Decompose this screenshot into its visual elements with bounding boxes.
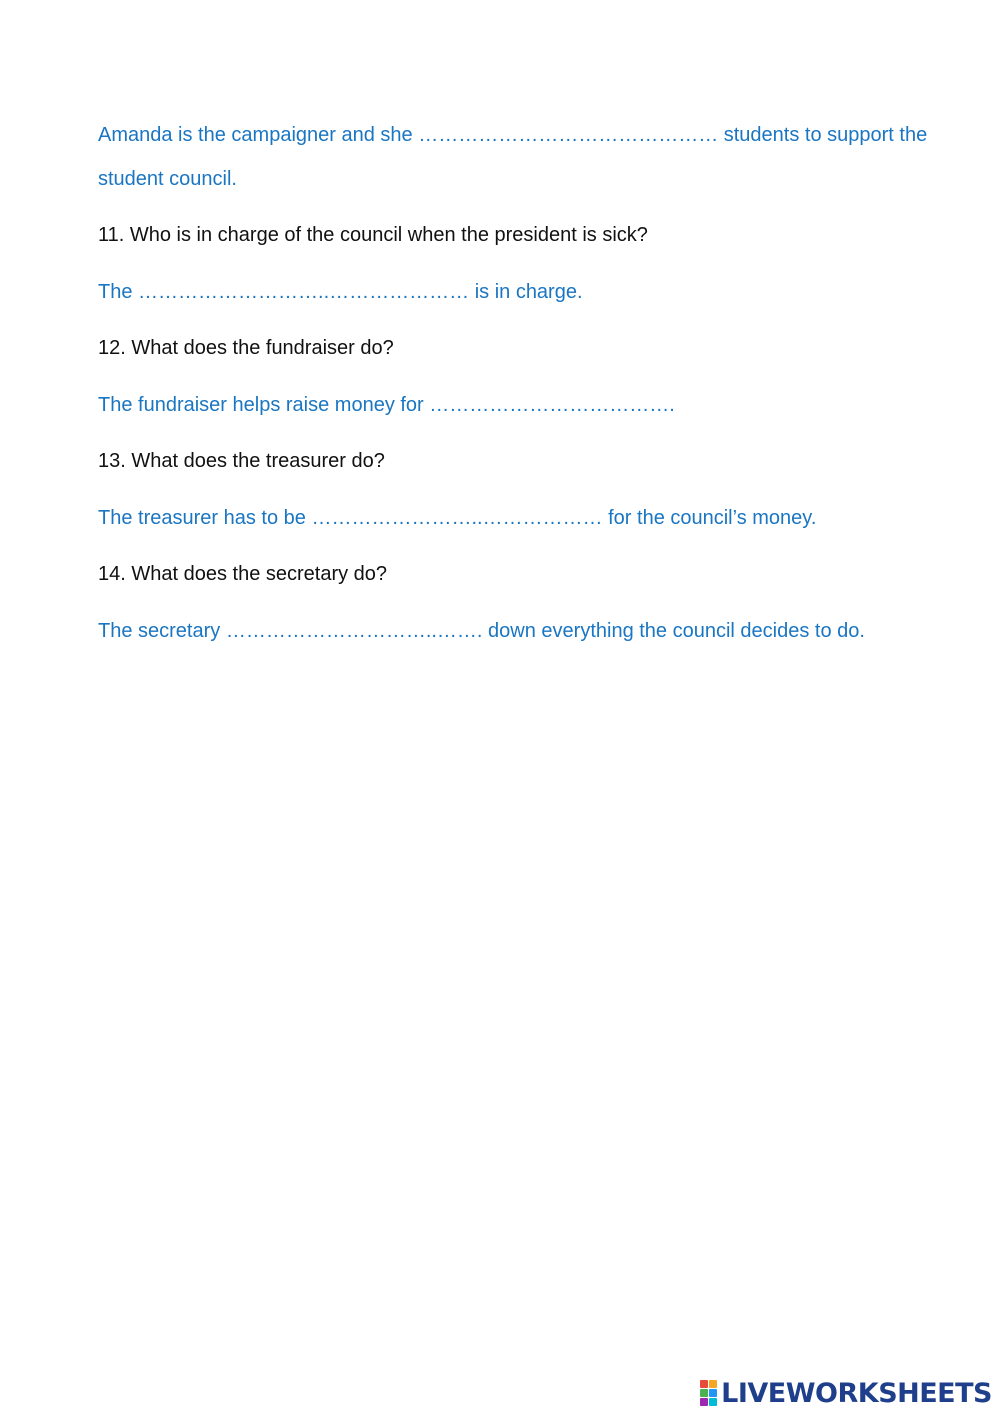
answer-line-11: The ………………………..………………… is in charge. [98, 281, 583, 303]
logo-block-icon [709, 1380, 717, 1388]
question-14: 14. What does the secretary do? [98, 563, 388, 585]
logo-block-icon [700, 1389, 708, 1397]
logo-block-icon [709, 1389, 717, 1397]
liveworksheets-logo[interactable] [700, 1377, 992, 1409]
answer-line-campaigner: Amanda is the campaigner and she ……………………………………… students to support the [98, 124, 928, 146]
question-13: 13. What does the treasurer do? [98, 450, 385, 472]
logo-block-icon [709, 1398, 717, 1406]
logo-block-icon [700, 1398, 708, 1406]
answer-line-13: The treasurer has to be ……………………..……………… for the council’s money. [98, 507, 817, 529]
answer-line-14: The secretary …………………………..……. down everything the council decides to do. [98, 620, 865, 642]
answer-line-12: The fundraiser helps raise money for ………………………………. [98, 394, 675, 416]
question-11: 11. Who is in charge of the council when the president is sick? [98, 224, 648, 246]
logo-block-icon [700, 1380, 708, 1388]
question-12: 12. What does the fundraiser do? [98, 337, 394, 359]
answer-line-campaigner-continued: student council. [98, 168, 237, 190]
logo-text: LIVEWORKSHEETS [721, 1377, 992, 1409]
liveworksheets-logo-icon [700, 1380, 717, 1406]
